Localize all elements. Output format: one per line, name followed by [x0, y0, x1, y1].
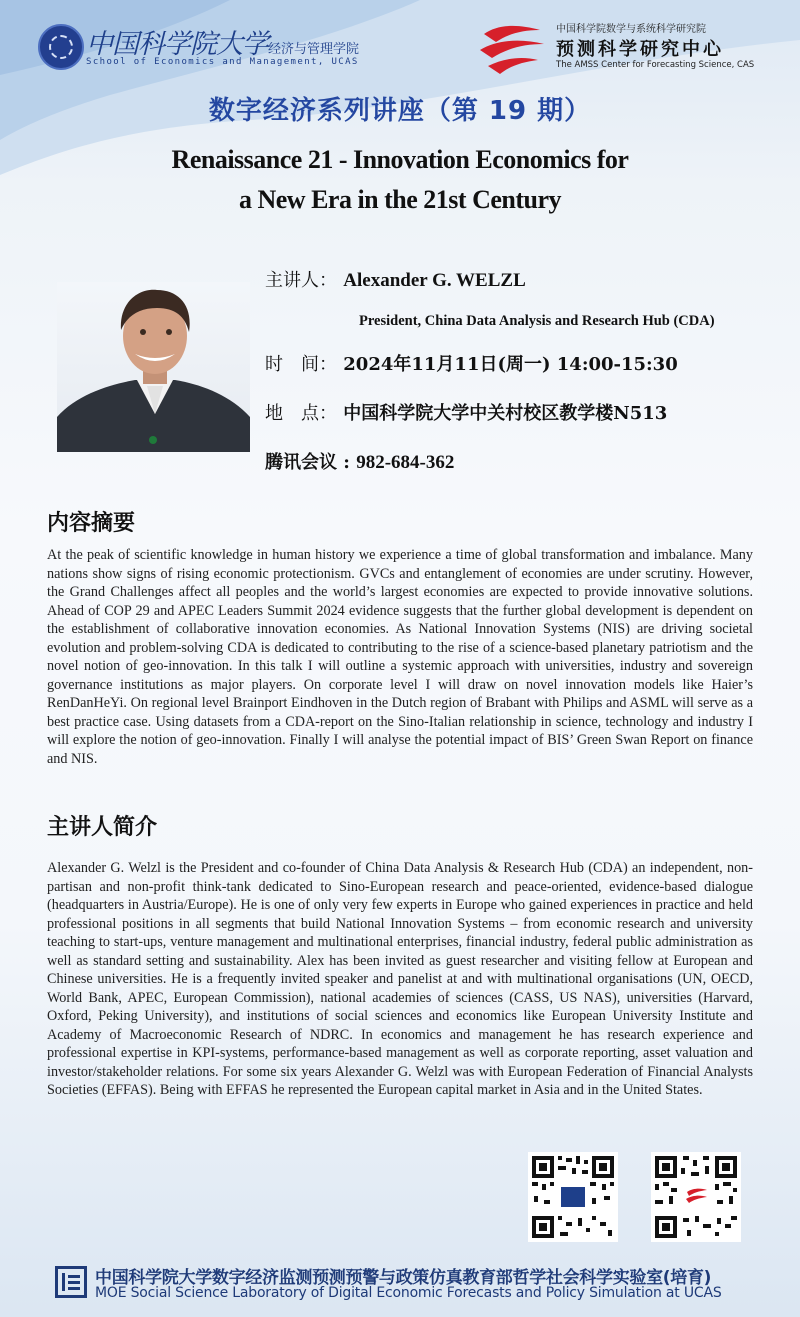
amss-center-english: The AMSS Center for Forecasting Science, CAS: [556, 60, 755, 70]
speaker-position: President, China Data Analysis and Research Hub (CDA): [359, 313, 715, 329]
meeting-label: 腾讯会议 :: [265, 452, 357, 473]
qr-code-ucas[interactable]: [528, 1152, 618, 1242]
meeting-id: 982-684-362: [356, 452, 455, 473]
lab-logo-icon: [55, 1266, 87, 1298]
venue-row: [265, 399, 667, 425]
ucas-school-english: School of Economics and Management, UCAS: [86, 57, 359, 67]
bio-text: Alexander G. Welzl is the President and co-founder of China Data Analysis & Research Hub (CDA) an independent, non-partisan and non-profit think-tank dedicated to Sino-European research and peace-oriented, evidence-based dialogue (headquarters in Austria/Europe). He is one of only very few experts in Europe who gained experiences in practice and held professional positions in all segments that build National Innovation Systems – from economic research and university teaching to start-ups, venture management and multinational enterprises, financial industry, federal public administration as well as standard setting and sustainability. Alex has been invited as guest researcher and visiting fellow at European and Chinese universities. He is a frequently invited speaker and panelist at and with multinational organisations (UN, OECD, World Bank, APEC, European Commission), national academies of sciences (CASS, US NAS), universities (Harvard, Oxford, Peking University), and institutions of social sciences and economics like European University Institute and Academy of Macroeconomic Research of NDRC. In economics and management he has research experience and professional expertise in KPI-systems, performance-based management as well as corporate reporting, asset valuation and investor/stakeholder relations. For some six years Alexander G. Welzl was with European Federation of Financial Analysts Societies (EFFAS). Being with EFFAS he represented the European capital market in Asia and in the United States.: [47, 860, 753, 1098]
speaker-photo: [57, 282, 250, 452]
abstract-heading: 内容摘要: [47, 511, 136, 536]
time-value: 2024年11月11日(周一) 14:00-15:30: [343, 354, 678, 375]
lecture-title: [60, 140, 740, 220]
amss-logo: [478, 18, 778, 78]
amss-center-name: 预测科学研究中心: [556, 39, 724, 60]
lecture-title-line2: a New Era in the 21st Century: [238, 185, 562, 214]
venue-value: 中国科学院大学中关村校区教学楼N513: [343, 403, 668, 424]
speaker-row: [265, 266, 526, 292]
lab-name-english: MOE Social Science Laboratory of Digital Economic Forecasts and Policy Simulation at UCAS: [95, 1285, 722, 1301]
lab-name-chinese: 中国科学院大学数字经济监测预测预警与政策仿真教育部哲学社会科学实验室(培育): [95, 1268, 712, 1288]
lecture-title-line1: Renaissance 21 - Innovation Economics for: [171, 145, 629, 174]
abstract-text: At the peak of scientific knowledge in human history we experience a time of global transformation and imbalance. Many nations show signs of rising economic protectionism. GVCs and entanglement of economies are under scrutiny. However, the Grand Challenges affect all peoples and the world’s largest economies are expected to provide innovative solutions. Ahead of COP 29 and APEC Leaders Summit 2024 evidence suggests that the further global development is dependent on the establishment of collaborative innovation economies. As National Innovation Systems (NIS) are driving societal evolution and problem-solving CDA is dedicated to contributing to the rise of a science-based planetary patriotism and the novel notion of geo-innovation. In this talk I will outline a systemic approach with universities, industry and sovereign governance institutions as major players. On corporate level I will draw on novel innovation models like Haier’s RenDanHeYi. On regional level Brainport Eindhoven in the Dutch region of Brabant with Philips and ASML will serve as a best practice case. Using datasets from a CDA-report on the Sino-Italian relationship in science, technology and industry I will explore the notion of geo-innovation. Finally I will analyse the potential impact of BIS’ Green Swan Report on finance and NIS.: [47, 547, 753, 767]
time-label: 时 间：: [265, 354, 337, 375]
ucas-seal-icon: [38, 24, 84, 70]
qr-code-amss[interactable]: [651, 1152, 741, 1242]
amss-mark-icon: [478, 20, 546, 76]
venue-label: 地 点：: [265, 403, 337, 424]
meeting-row: [265, 448, 454, 474]
footer-lab: [0, 1258, 800, 1317]
ucas-school-name: 经济与管理学院: [268, 42, 360, 57]
series-title: 数字经济系列讲座（第 19 期）: [208, 96, 592, 126]
amss-institute-name: 中国科学院数学与系统科学研究院: [556, 24, 706, 35]
speaker-name: Alexander G. WELZL: [343, 270, 526, 291]
speaker-label: 主讲人：: [265, 270, 337, 291]
ucas-name: 中国科学院大学: [86, 29, 268, 60]
time-row: [265, 350, 678, 376]
bio-heading: 主讲人简介: [47, 815, 158, 840]
